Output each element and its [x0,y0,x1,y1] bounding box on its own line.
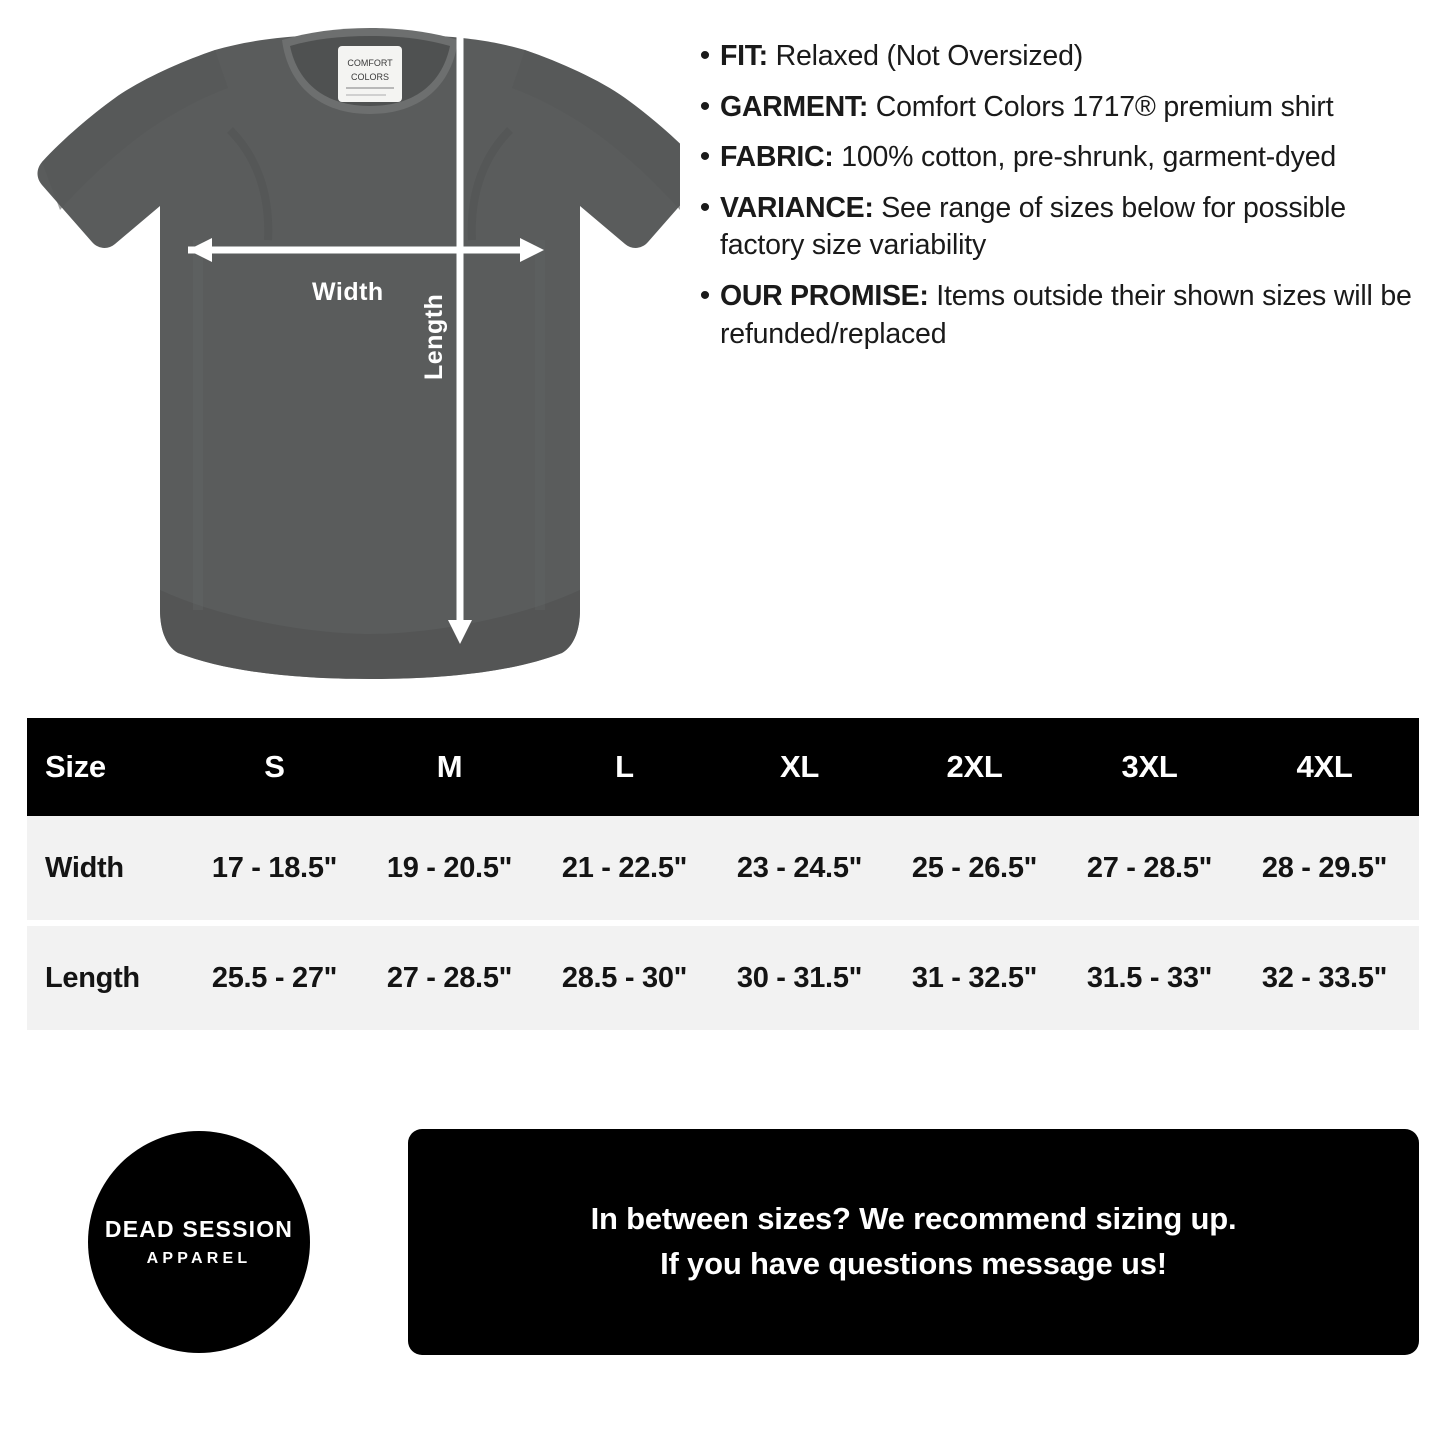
feature-value: Items outside their shown sizes will be refunded/replaced [720,280,1412,350]
svg-text:COLORS: COLORS [350,72,390,82]
table-header-row [27,718,1419,816]
logo-brand-sub: APPAREL [146,1250,252,1267]
size-table [27,718,1419,1030]
shirt-diagram [20,10,680,690]
bullet-icon: • [699,190,711,224]
feature-value: See range of sizes below for possible factory size variability [720,191,1346,262]
feature-label: OUR PROMISE: [720,280,929,313]
feature-value: Relaxed (Not Oversized) [767,40,1084,72]
width-m: 19 - 20.5" [386,851,513,884]
feature-value: Comfort Colors 1717® premium shirt [868,90,1334,123]
feature-label: GARMENT: [720,90,869,123]
header-xl: XL [779,749,819,784]
list-item [690,89,1430,127]
feature-variance [720,190,1430,265]
feature-label: FABRIC: [720,141,834,174]
length-3xl: 31.5 - 33" [1086,961,1213,994]
header-s: S [264,749,285,784]
length-4xl: 32 - 33.5" [1261,961,1388,994]
length-s: 25.5 - 27" [211,961,338,994]
header-size: Size [45,749,106,784]
feature-label: FIT: [720,40,768,72]
top-section [0,0,1445,700]
list-item [690,139,1430,177]
logo-brand-name: DEAD SESSION [104,1216,294,1242]
length-label: Length [420,293,448,380]
bullet-icon: • [699,279,711,313]
svg-text:COMFORT: COMFORT [347,58,393,68]
row-label-length: Length [45,961,140,994]
feature-promise [720,278,1430,353]
feature-list [690,38,1430,366]
feature-fabric [720,139,1430,177]
feature-label: VARIANCE: [720,191,874,224]
width-xl: 23 - 24.5" [736,851,863,884]
note-line-2: If you have questions message us! [660,1246,1167,1281]
bullet-icon: • [699,140,711,174]
width-4xl: 28 - 29.5" [1261,851,1388,884]
width-2xl: 25 - 26.5" [911,851,1038,884]
length-xl: 30 - 31.5" [736,961,863,994]
feature-fit [720,38,1430,76]
header-l: L [615,749,634,784]
brand-logo [88,1131,310,1353]
width-3xl: 27 - 28.5" [1086,851,1213,884]
header-2xl: 2XL [946,749,1003,784]
sizing-note [408,1129,1419,1355]
width-s: 17 - 18.5" [211,851,338,884]
row-label-width: Width [45,851,124,884]
feature-garment [720,89,1430,127]
neck-tag [338,46,402,102]
feature-value: 100% cotton, pre-shrunk, garment-dyed [833,141,1336,174]
length-l: 28.5 - 30" [561,961,688,994]
length-m: 27 - 28.5" [386,961,513,994]
header-4xl: 4XL [1296,749,1353,784]
note-line-1: In between sizes? We recommend sizing up. [590,1201,1237,1237]
list-item [690,38,1430,76]
table-row [27,816,1419,920]
length-2xl: 31 - 32.5" [911,961,1038,994]
bullet-icon: • [699,39,711,72]
list-item [690,278,1430,353]
header-3xl: 3XL [1121,749,1178,784]
table-row [27,926,1419,1030]
header-m: M [436,749,463,784]
width-label: Width [312,278,384,306]
bullet-icon: • [699,89,711,123]
width-l: 21 - 22.5" [561,851,688,884]
tshirt-illustration [20,10,680,690]
list-item [690,190,1430,265]
